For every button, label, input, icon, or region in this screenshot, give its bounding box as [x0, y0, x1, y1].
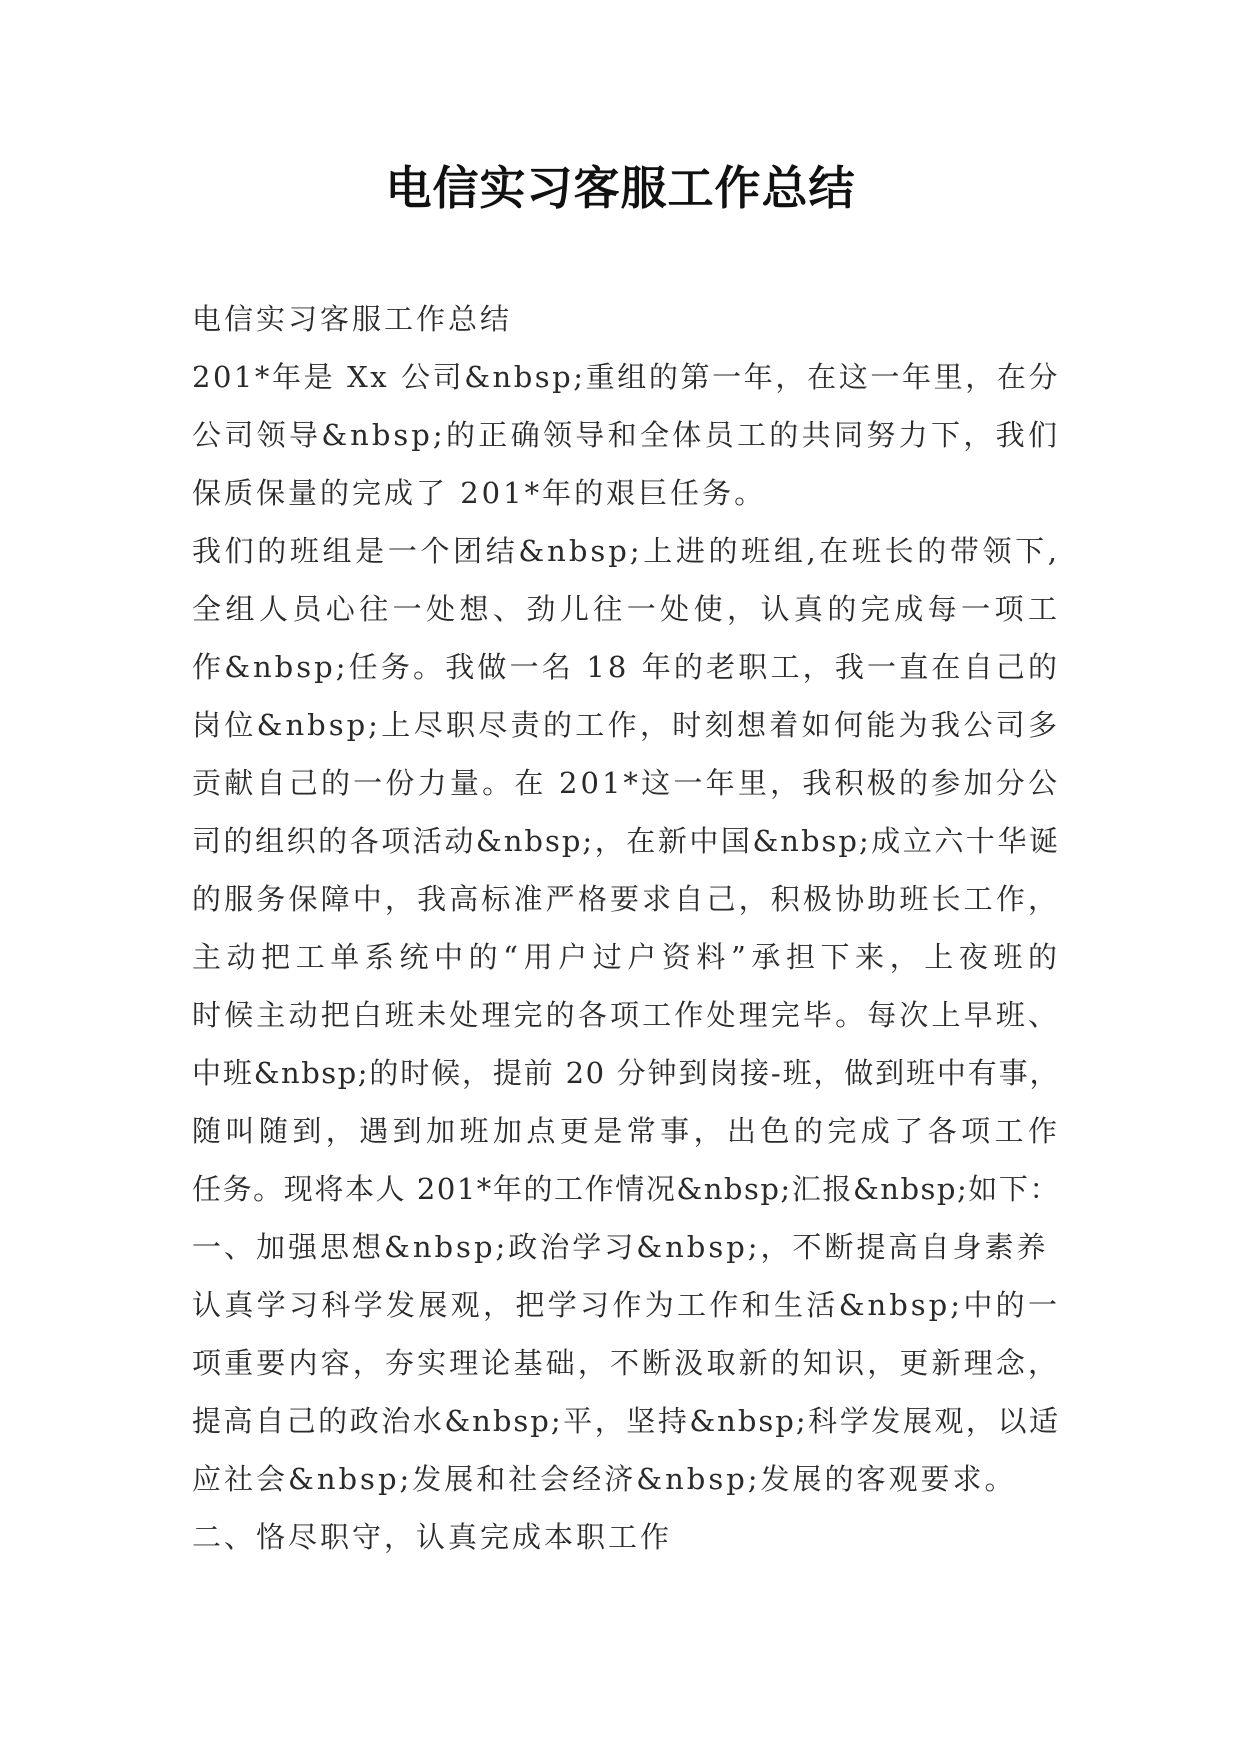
- body-line: 提高自己的政治水&nbsp;平，坚持&nbsp;科学发展观，以适: [192, 1404, 1060, 1438]
- body-line: 的服务保障中，我高标准严格要求自己，积极协助班长工作，: [192, 882, 1060, 916]
- body-line: 保质保量的完成了 201*年的艰巨任务。: [192, 476, 767, 510]
- body-line: 认真学习科学发展观，把学习作为工作和生活&nbsp;中的一: [192, 1288, 1060, 1322]
- body-line: 电信实习客服工作总结: [192, 302, 513, 336]
- body-line: 主动把工单系统中的“用户过户资料”承担下来，上夜班的: [192, 940, 1060, 974]
- body-line: 中班&nbsp;的时候，提前 20 分钟到岗接-班，做到班中有事，: [192, 1056, 1060, 1090]
- body-line: 我们的班组是一个团结&nbsp;上进的班组,在班长的带领下,: [192, 534, 1060, 568]
- body-line: 二、恪尽职守，认真完成本职工作: [192, 1520, 673, 1554]
- body-line: 贡献自己的一份力量。在 201*这一年里，我积极的参加分公: [192, 766, 1060, 800]
- body-line: 司的组织的各项活动&nbsp;，在新中国&nbsp;成立六十华诞: [192, 824, 1060, 858]
- document-body: [192, 290, 1060, 1566]
- body-line: 一、加强思想&nbsp;政治学习&nbsp;，不断提高自身素养: [192, 1230, 1049, 1264]
- body-line: 岗位&nbsp;上尽职尽责的工作，时刻想着如何能为我公司多: [192, 708, 1060, 742]
- body-line: 公司领导&nbsp;的正确领导和全体员工的共同努力下，我们: [192, 418, 1060, 452]
- body-line: 全组人员心往一处想、劲儿往一处使，认真的完成每一项工: [192, 592, 1060, 626]
- body-line: 任务。现将本人 201*年的工作情况&nbsp;汇报&nbsp;如下：: [192, 1172, 1060, 1206]
- body-line: 应社会&nbsp;发展和社会经济&nbsp;发展的客观要求。: [192, 1462, 1017, 1496]
- body-line: 201*年是 Xx 公司&nbsp;重组的第一年，在这一年里，在分: [192, 360, 1060, 394]
- body-line: 项重要内容，夯实理论基础，不断汲取新的知识，更新理念，: [192, 1346, 1060, 1380]
- body-line: 时候主动把白班未处理完的各项工作处理完毕。每次上早班、: [192, 998, 1060, 1032]
- document-title: 电信实习客服工作总结: [385, 161, 856, 215]
- body-line: 随叫随到，遇到加班加点更是常事，出色的完成了各项工作: [192, 1114, 1060, 1148]
- body-line: 作&nbsp;任务。我做一名 18 年的老职工，我一直在自己的: [192, 650, 1060, 684]
